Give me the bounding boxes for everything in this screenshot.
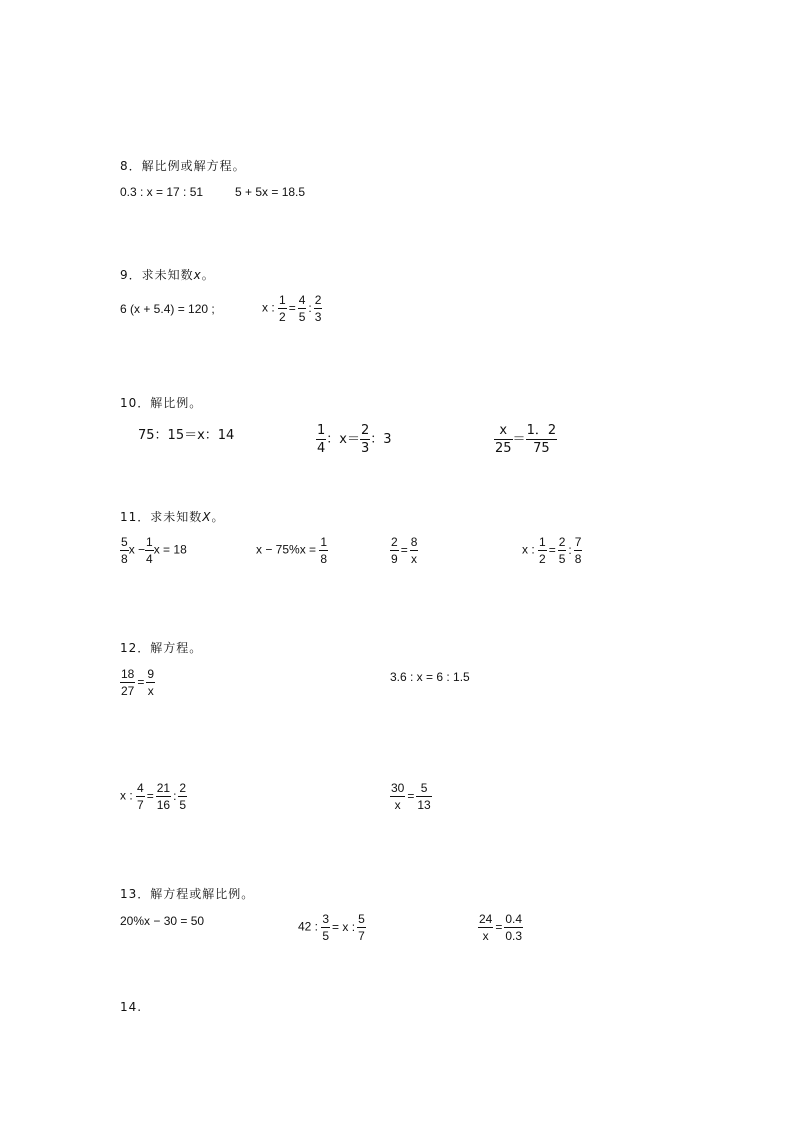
q11-equation-2: x − 75%x = $\frac{1}{8}$ <box>256 535 328 566</box>
fraction: $\frac{1}{2}$ <box>539 535 546 566</box>
q9-heading-text: 9．求未知数 <box>120 268 194 282</box>
fraction: $\frac{24}{x}$ <box>479 912 493 943</box>
q10-equation-1: 75：15＝x：14 <box>138 428 235 443</box>
fraction: $\frac{2}{3}$ <box>360 423 370 456</box>
q11-heading-text: 11．求未知数 <box>120 510 203 524</box>
fraction: $\frac{5}{7}$ <box>358 912 365 943</box>
fraction: $\frac{5}{13}$ <box>417 781 431 812</box>
fraction: $\frac{2}{5}$ <box>558 535 566 566</box>
q8-heading: 8．解比例或解方程。 <box>120 159 246 173</box>
q13-heading: 13．解方程或解比例。 <box>120 887 255 901</box>
q14-heading: 14. <box>120 1000 143 1014</box>
q11-heading-end: 。 <box>211 510 225 524</box>
fraction: $\frac{4}{5}$ <box>298 293 306 324</box>
fraction: $\frac{0.4}{0.3}$ <box>505 912 523 943</box>
q9-equation-1: 6 (x + 5.4) = 120 ; <box>120 302 215 316</box>
fraction: $\frac{1.2}{75}$ <box>526 423 557 456</box>
q13-equation-2: 42 : $\frac{3}{5}$ = x : $\frac{5}{7}$ <box>298 912 365 943</box>
q13-equation-1: 20%x − 30 = 50 <box>120 914 205 928</box>
fraction: $\frac{2}{9}$ <box>391 535 398 566</box>
fraction: $\frac{9}{x}$ <box>147 667 155 698</box>
fraction: $\frac{2}{3}$ <box>314 293 322 324</box>
q10-equation-2: $\frac{1}{4}$ ：x＝ $\frac{2}{3}$ ：3 <box>317 423 392 456</box>
q13-equation-3: $\frac{24}{x}$ = $\frac{0.4}{0.3}$ <box>479 912 523 943</box>
fraction: $\frac{30}{x}$ <box>391 781 405 812</box>
fraction: $\frac{2}{5}$ <box>179 781 187 812</box>
q11-equation-4: x : $\frac{1}{2}$ = $\frac{2}{5}$ : $\frac{7}{8}$ <box>522 535 582 566</box>
q9-equation-2: x : $\frac{1}{2}$ = $\frac{4}{5}$ : $\frac{2}{3}$ <box>262 293 322 324</box>
q9-heading-end: 。 <box>201 268 215 282</box>
q9-heading-var: x <box>193 268 202 282</box>
fraction: $\frac{1}{4}$ <box>146 535 153 566</box>
fraction: $\frac{1}{4}$ <box>317 423 326 456</box>
q12-equation-2: 3.6 : x = 6 : 1.5 <box>390 670 470 684</box>
fraction: $\frac{21}{16}$ <box>156 781 171 812</box>
q10-equation-3: $\frac{x}{25}$ ＝ $\frac{1.2}{75}$ <box>495 423 557 456</box>
q11-heading <box>120 508 225 525</box>
fraction: $\frac{3}{5}$ <box>322 912 330 943</box>
q12-equation-4: $\frac{30}{x}$ = $\frac{5}{13}$ <box>391 781 431 812</box>
q11-heading-var: X <box>202 510 212 524</box>
q10-heading: 10．解比例。 <box>120 396 203 410</box>
q11-equation-1: $\frac{5}{8}$ x − $\frac{1}{4}$ x = 18 <box>121 535 187 566</box>
q12-equation-3: x : $\frac{4}{7}$ = $\frac{21}{16}$ : $\frac{2}{5}$ <box>120 781 187 812</box>
fraction: $\frac{8}{x}$ <box>410 535 418 566</box>
fraction: $\frac{x}{25}$ <box>495 423 512 456</box>
fraction: $\frac{18}{27}$ <box>121 667 135 698</box>
q12-equation-1: $\frac{18}{27}$ = $\frac{9}{x}$ <box>121 667 155 698</box>
q9-eq2-prefix: x : <box>262 300 275 315</box>
q8-equation-2: 5 + 5x = 18.5 <box>235 185 306 199</box>
fraction: $\frac{1}{2}$ <box>279 293 286 324</box>
q12-heading: 12．解方程。 <box>120 641 203 655</box>
q11-equation-3: $\frac{2}{9}$ = $\frac{8}{x}$ <box>391 535 418 566</box>
fraction: $\frac{7}{8}$ <box>574 535 582 566</box>
fraction: $\frac{1}{8}$ <box>320 535 328 566</box>
fraction: $\frac{5}{8}$ <box>121 535 128 566</box>
q9-heading <box>120 266 215 283</box>
fraction: $\frac{4}{7}$ <box>137 781 144 812</box>
q8-equation-1: 0.3 : x = 17 : 51 <box>120 185 204 199</box>
